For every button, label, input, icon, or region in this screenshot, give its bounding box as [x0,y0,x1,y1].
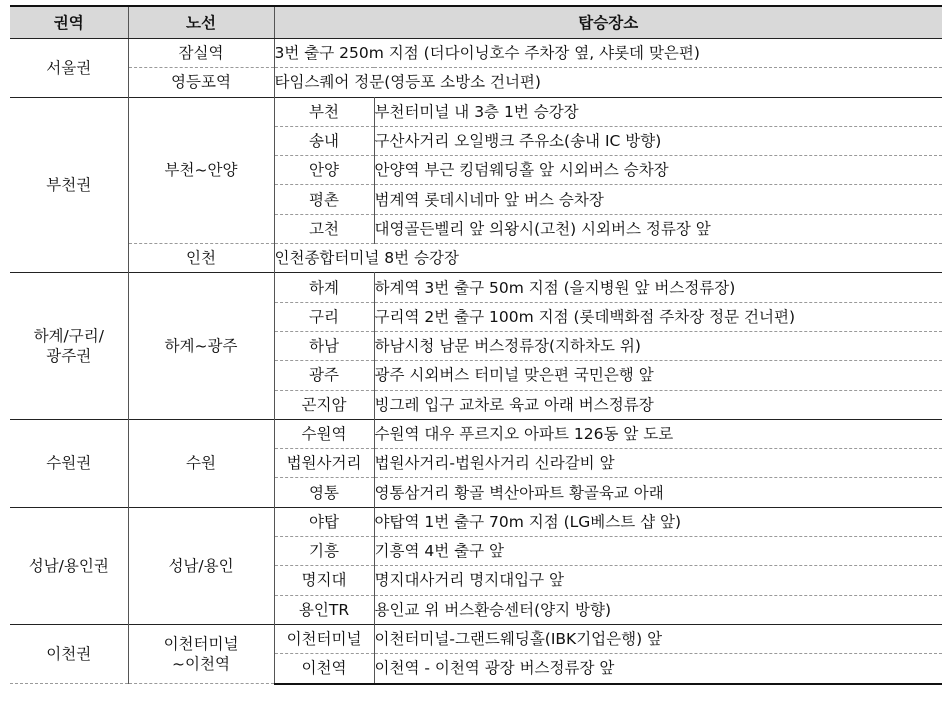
sub-stop-cell: 이천터미널 [274,624,374,653]
region-cell: 이천권 [10,624,128,683]
table-header-row [10,6,942,39]
stop-cell: 하계역 3번 출구 50m 지점 (을지병원 앞 버스정류장) [374,273,942,302]
stop-cell: 광주 시외버스 터미널 맞은편 국민은행 앞 [374,361,942,390]
sub-stop-cell: 야탑 [274,507,374,536]
sub-stop-cell: 이천역 [274,654,374,684]
sub-stop-cell: 법원사거리 [274,449,374,478]
sub-stop-cell: 명지대 [274,566,374,595]
table-row [10,507,942,536]
sub-stop-cell: 하남 [274,331,374,360]
region-cell: 서울권 [10,39,128,98]
sub-stop-cell: 고천 [274,214,374,243]
table-row [10,624,942,653]
sub-stop-cell: 곤지암 [274,390,374,419]
stop-cell: 영통삼거리 황골 벽산아파트 황골육교 아래 [374,478,942,507]
sub-stop-cell: 구리 [274,302,374,331]
table-row [10,273,942,302]
route-cell: 성남/용인 [128,507,274,624]
stop-cell: 타임스퀘어 정문(영등포 소방소 건너편) [274,68,942,97]
stop-cell: 구리역 2번 출구 100m 지점 (롯데백화점 주차장 정문 건너편) [374,302,942,331]
table-row [10,39,942,68]
sub-stop-cell: 영통 [274,478,374,507]
route-cell: 수원 [128,419,274,507]
region-cell: 수원권 [10,419,128,507]
header-stop: 탑승장소 [274,6,942,39]
stop-cell: 3번 출구 250m 지점 (더다이닝호수 주차장 옆, 샤롯데 맞은편) [274,39,942,68]
stop-cell: 수원역 대우 푸르지오 아파트 126동 앞 도로 [374,419,942,448]
table-row [10,419,942,448]
stop-cell: 대영골든벨리 앞 의왕시(고천) 시외버스 정류장 앞 [374,214,942,243]
region-cell [10,273,128,419]
stop-cell: 인천종합터미널 8번 승강장 [274,244,942,273]
stop-cell: 용인교 위 버스환승센터(양지 방향) [374,595,942,624]
region-line: 광주권 [46,347,92,366]
stop-cell: 법원사거리-법원사거리 신라갈비 앞 [374,449,942,478]
header-region: 권역 [10,6,128,39]
route-cell: 부천~안양 [128,97,274,243]
stop-cell: 이천터미널-그랜드웨딩홀(IBK기업은행) 앞 [374,624,942,653]
table-row [10,97,942,126]
region-cell: 부천권 [10,97,128,273]
stop-cell: 하남시청 남문 버스정류장(지하차도 위) [374,331,942,360]
table-row [10,68,942,97]
stop-cell: 안양역 부근 킹덤웨딩홀 앞 시외버스 승차장 [374,156,942,185]
stop-cell: 빙그레 입구 교차로 육교 아래 버스정류장 [374,390,942,419]
route-cell: 인천 [128,244,274,273]
sub-stop-cell: 기흥 [274,537,374,566]
stop-cell: 기흥역 4번 출구 앞 [374,537,942,566]
stop-cell: 명지대사거리 명지대입구 앞 [374,566,942,595]
sub-stop-cell: 평촌 [274,185,374,214]
region-cell: 성남/용인권 [10,507,128,624]
stop-cell: 범계역 롯데시네마 앞 버스 승차장 [374,185,942,214]
stop-cell: 야탑역 1번 출구 70m 지점 (LG베스트 샵 앞) [374,507,942,536]
route-cell: 하계~광주 [128,273,274,419]
route-line: 이천터미널 [163,634,239,653]
stop-cell: 부천터미널 내 3층 1번 승강장 [374,97,942,126]
route-cell: 잠실역 [128,39,274,68]
sub-stop-cell: 부천 [274,97,374,126]
sub-stop-cell: 용인TR [274,595,374,624]
stop-cell: 이천역 - 이천역 광장 버스정류장 앞 [374,654,942,684]
region-line: 하계/구리/ [33,327,104,346]
sub-stop-cell: 송내 [274,126,374,155]
route-cell: 영등포역 [128,68,274,97]
sub-stop-cell: 안양 [274,156,374,185]
route-line: ~이천역 [172,654,230,673]
sub-stop-cell: 수원역 [274,419,374,448]
pickup-location-table [10,5,942,685]
stop-cell: 구산사거리 오일뱅크 주유소(송내 IC 방향) [374,126,942,155]
sub-stop-cell: 광주 [274,361,374,390]
header-route: 노선 [128,6,274,39]
route-cell [128,624,274,683]
table-row [10,244,942,273]
sub-stop-cell: 하계 [274,273,374,302]
